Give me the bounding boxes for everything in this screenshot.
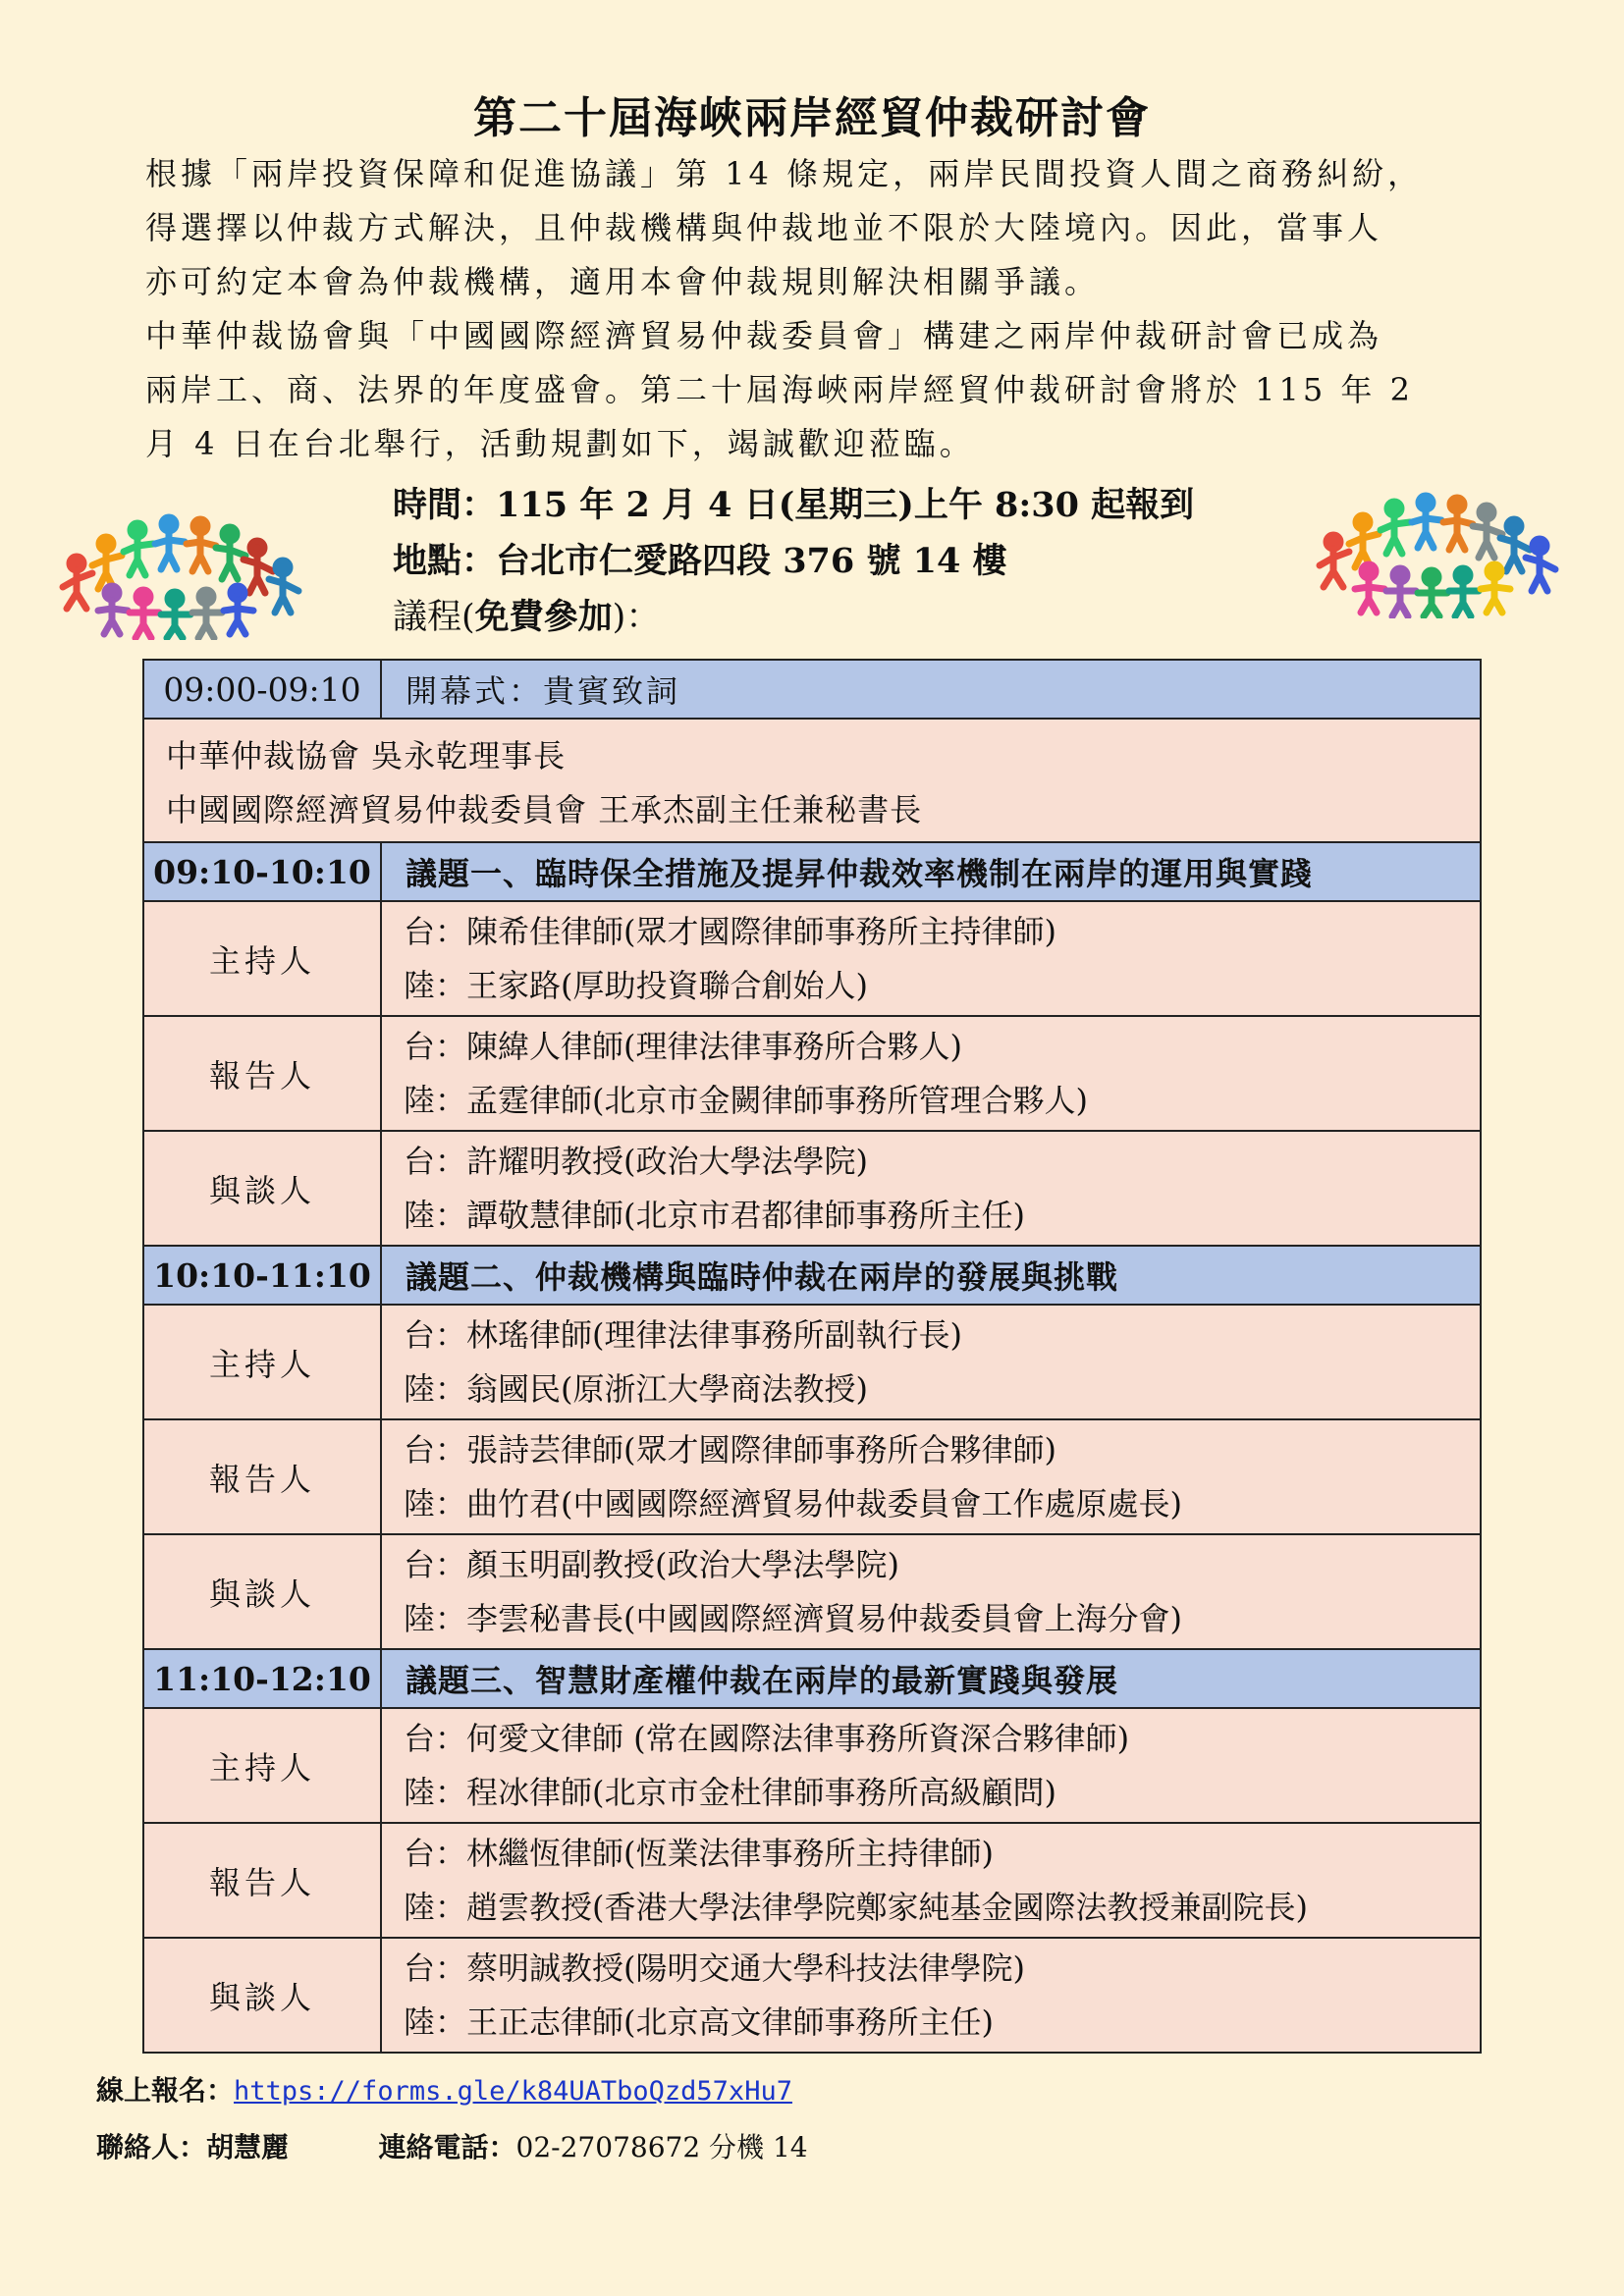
phone-number: 02-27078672 分機 14 bbox=[515, 2131, 808, 2163]
role-names bbox=[381, 1016, 1481, 1131]
table-row bbox=[143, 1823, 1481, 1938]
taiwan-speaker: 台：許耀明教授(政治大學法學院) bbox=[404, 1142, 868, 1180]
registration-link[interactable]: https://forms.gle/k84UATboQzd57xHu7 bbox=[234, 2076, 792, 2107]
role-label: 與談人 bbox=[143, 1131, 381, 1246]
session-header-row bbox=[143, 1246, 1481, 1305]
register-label: 線上報名： bbox=[96, 2074, 235, 2107]
session-time: 10:10-11:10 bbox=[143, 1246, 381, 1305]
taiwan-speaker: 台：張詩芸律師(眾才國際律師事務所合夥律師) bbox=[404, 1430, 1056, 1468]
role-label: 主持人 bbox=[143, 901, 381, 1016]
agenda-heading bbox=[393, 589, 1194, 646]
intro-line: 得選擇以仲裁方式解決，且仲裁機構與仲裁地並不限於大陸境內。因此，當事人 bbox=[145, 209, 1383, 246]
opening-title: 開幕式：貴賓致詞 bbox=[381, 660, 1481, 719]
mainland-speaker: 陸：翁國民(原浙江大學商法教授) bbox=[404, 1369, 868, 1408]
opening-header-row bbox=[143, 660, 1481, 719]
session-header-row bbox=[143, 1649, 1481, 1708]
session-title: 議題三、智慧財產權仲裁在兩岸的最新實踐與發展 bbox=[381, 1649, 1481, 1708]
taiwan-speaker: 台：陳緯人律師(理律法律事務所合夥人) bbox=[404, 1027, 962, 1065]
table-row bbox=[143, 1016, 1481, 1131]
role-names bbox=[381, 901, 1481, 1016]
mainland-speaker: 陸：王正志律師(北京高文律師事務所主任) bbox=[404, 2002, 994, 2041]
role-names bbox=[381, 1534, 1481, 1649]
place-label: 地點： bbox=[393, 541, 497, 581]
session-title: 議題一、臨時保全措施及提昇仲裁效率機制在兩岸的運用與實踐 bbox=[381, 842, 1481, 901]
event-time bbox=[393, 477, 1194, 533]
agenda-tail: )： bbox=[612, 598, 661, 637]
taiwan-speaker: 台：何愛文律師 (常在國際法律事務所資深合夥律師) bbox=[404, 1719, 1130, 1757]
role-label: 與談人 bbox=[143, 1534, 381, 1649]
agenda-free: 免費參加 bbox=[474, 597, 613, 637]
table-row bbox=[143, 1708, 1481, 1823]
contact-line bbox=[96, 2126, 808, 2165]
taiwan-speaker: 台：陳希佳律師(眾才國際律師事務所主持律師) bbox=[404, 912, 1056, 950]
role-names bbox=[381, 1938, 1481, 2053]
time-value: 115 年 2 月 4 日(星期三)上午 8:30 起報到 bbox=[496, 485, 1195, 525]
event-info bbox=[393, 477, 1194, 646]
page-title: 第二十屆海峽兩岸經貿仲裁研討會 bbox=[473, 93, 1151, 143]
agenda-table bbox=[142, 659, 1482, 2054]
taiwan-speaker: 台：蔡明誠教授(陽明交通大學科技法律學院) bbox=[404, 1949, 1025, 1987]
mainland-speaker: 陸：曲竹君(中國國際經濟貿易仲裁委員會工作處原處長) bbox=[404, 1484, 1182, 1522]
taiwan-speaker: 台：林繼恆律師(恆業法律事務所主持律師) bbox=[404, 1834, 994, 1872]
session-header-row bbox=[143, 842, 1481, 901]
place-value: 台北市仁愛路四段 376 號 14 樓 bbox=[496, 541, 1007, 581]
role-label: 報告人 bbox=[143, 1016, 381, 1131]
mainland-speaker: 陸：譚敬慧律師(北京市君都律師事務所主任) bbox=[404, 1196, 1025, 1234]
role-names bbox=[381, 1131, 1481, 1246]
table-row bbox=[143, 1534, 1481, 1649]
phone-label: 連絡電話： bbox=[378, 2131, 516, 2163]
time-label: 時間： bbox=[393, 485, 497, 525]
session-time: 09:10-10:10 bbox=[143, 842, 381, 901]
intro-text bbox=[145, 147, 1481, 471]
intro-line: 兩岸工、商、法界的年度盛會。第二十屆海峽兩岸經貿仲裁研討會將於 115 年 2 bbox=[145, 371, 1414, 408]
role-label: 報告人 bbox=[143, 1419, 381, 1534]
session-time: 11:10-12:10 bbox=[143, 1649, 381, 1708]
role-names bbox=[381, 1305, 1481, 1419]
opening-speakers-row bbox=[143, 719, 1481, 842]
role-names bbox=[381, 1708, 1481, 1823]
intro-line: 亦可約定本會為仲裁機構，適用本會仲裁規則解決相關爭議。 bbox=[145, 263, 1101, 300]
opening-speaker: 中華仲裁協會 吳永乾理事長 bbox=[166, 737, 567, 774]
registration-line bbox=[96, 2069, 792, 2109]
mainland-speaker: 陸：李雲秘書長(中國國際經濟貿易仲裁委員會上海分會) bbox=[404, 1599, 1182, 1637]
contact-person: 聯絡人：胡慧麗 bbox=[96, 2131, 290, 2163]
intro-line: 中華仲裁協會與「中國國際經濟貿易仲裁委員會」構建之兩岸仲裁研討會已成為 bbox=[145, 317, 1383, 354]
taiwan-speaker: 台：顏玉明副教授(政治大學法學院) bbox=[404, 1545, 899, 1583]
role-label: 與談人 bbox=[143, 1938, 381, 2053]
opening-speakers bbox=[143, 719, 1481, 842]
people-ring-left-icon bbox=[47, 503, 312, 640]
mainland-speaker: 陸：王家路(厚助投資聯合創始人) bbox=[404, 966, 868, 1004]
taiwan-speaker: 台：林瑤律師(理律法律事務所副執行長) bbox=[404, 1315, 962, 1354]
role-names bbox=[381, 1419, 1481, 1534]
people-ring-right-icon bbox=[1304, 481, 1569, 618]
mainland-speaker: 陸：趙雲教授(香港大學法律學院鄭家純基金國際法教授兼副院長) bbox=[404, 1888, 1308, 1926]
mainland-speaker: 陸：孟霆律師(北京市金闕律師事務所管理合夥人) bbox=[404, 1081, 1088, 1119]
role-label: 報告人 bbox=[143, 1823, 381, 1938]
mainland-speaker: 陸：程冰律師(北京市金杜律師事務所高級顧問) bbox=[404, 1773, 1056, 1811]
session-title: 議題二、仲裁機構與臨時仲裁在兩岸的發展與挑戰 bbox=[381, 1246, 1481, 1305]
role-label: 主持人 bbox=[143, 1708, 381, 1823]
table-row bbox=[143, 1419, 1481, 1534]
opening-speaker: 中國國際經濟貿易仲裁委員會 王承杰副主任兼秘書長 bbox=[166, 791, 923, 828]
agenda-label: 議程( bbox=[393, 598, 475, 637]
intro-line: 月 4 日在台北舉行，活動規劃如下，竭誠歡迎蒞臨。 bbox=[145, 425, 975, 462]
table-row bbox=[143, 1938, 1481, 2053]
event-place bbox=[393, 533, 1194, 589]
table-row bbox=[143, 901, 1481, 1016]
role-label: 主持人 bbox=[143, 1305, 381, 1419]
role-names bbox=[381, 1823, 1481, 1938]
table-row bbox=[143, 1131, 1481, 1246]
opening-time: 09:00-09:10 bbox=[143, 660, 381, 719]
intro-line: 根據「兩岸投資保障和促進協議」第 14 條規定，兩岸民間投資人間之商務糾紛， bbox=[145, 155, 1424, 192]
table-row bbox=[143, 1305, 1481, 1419]
